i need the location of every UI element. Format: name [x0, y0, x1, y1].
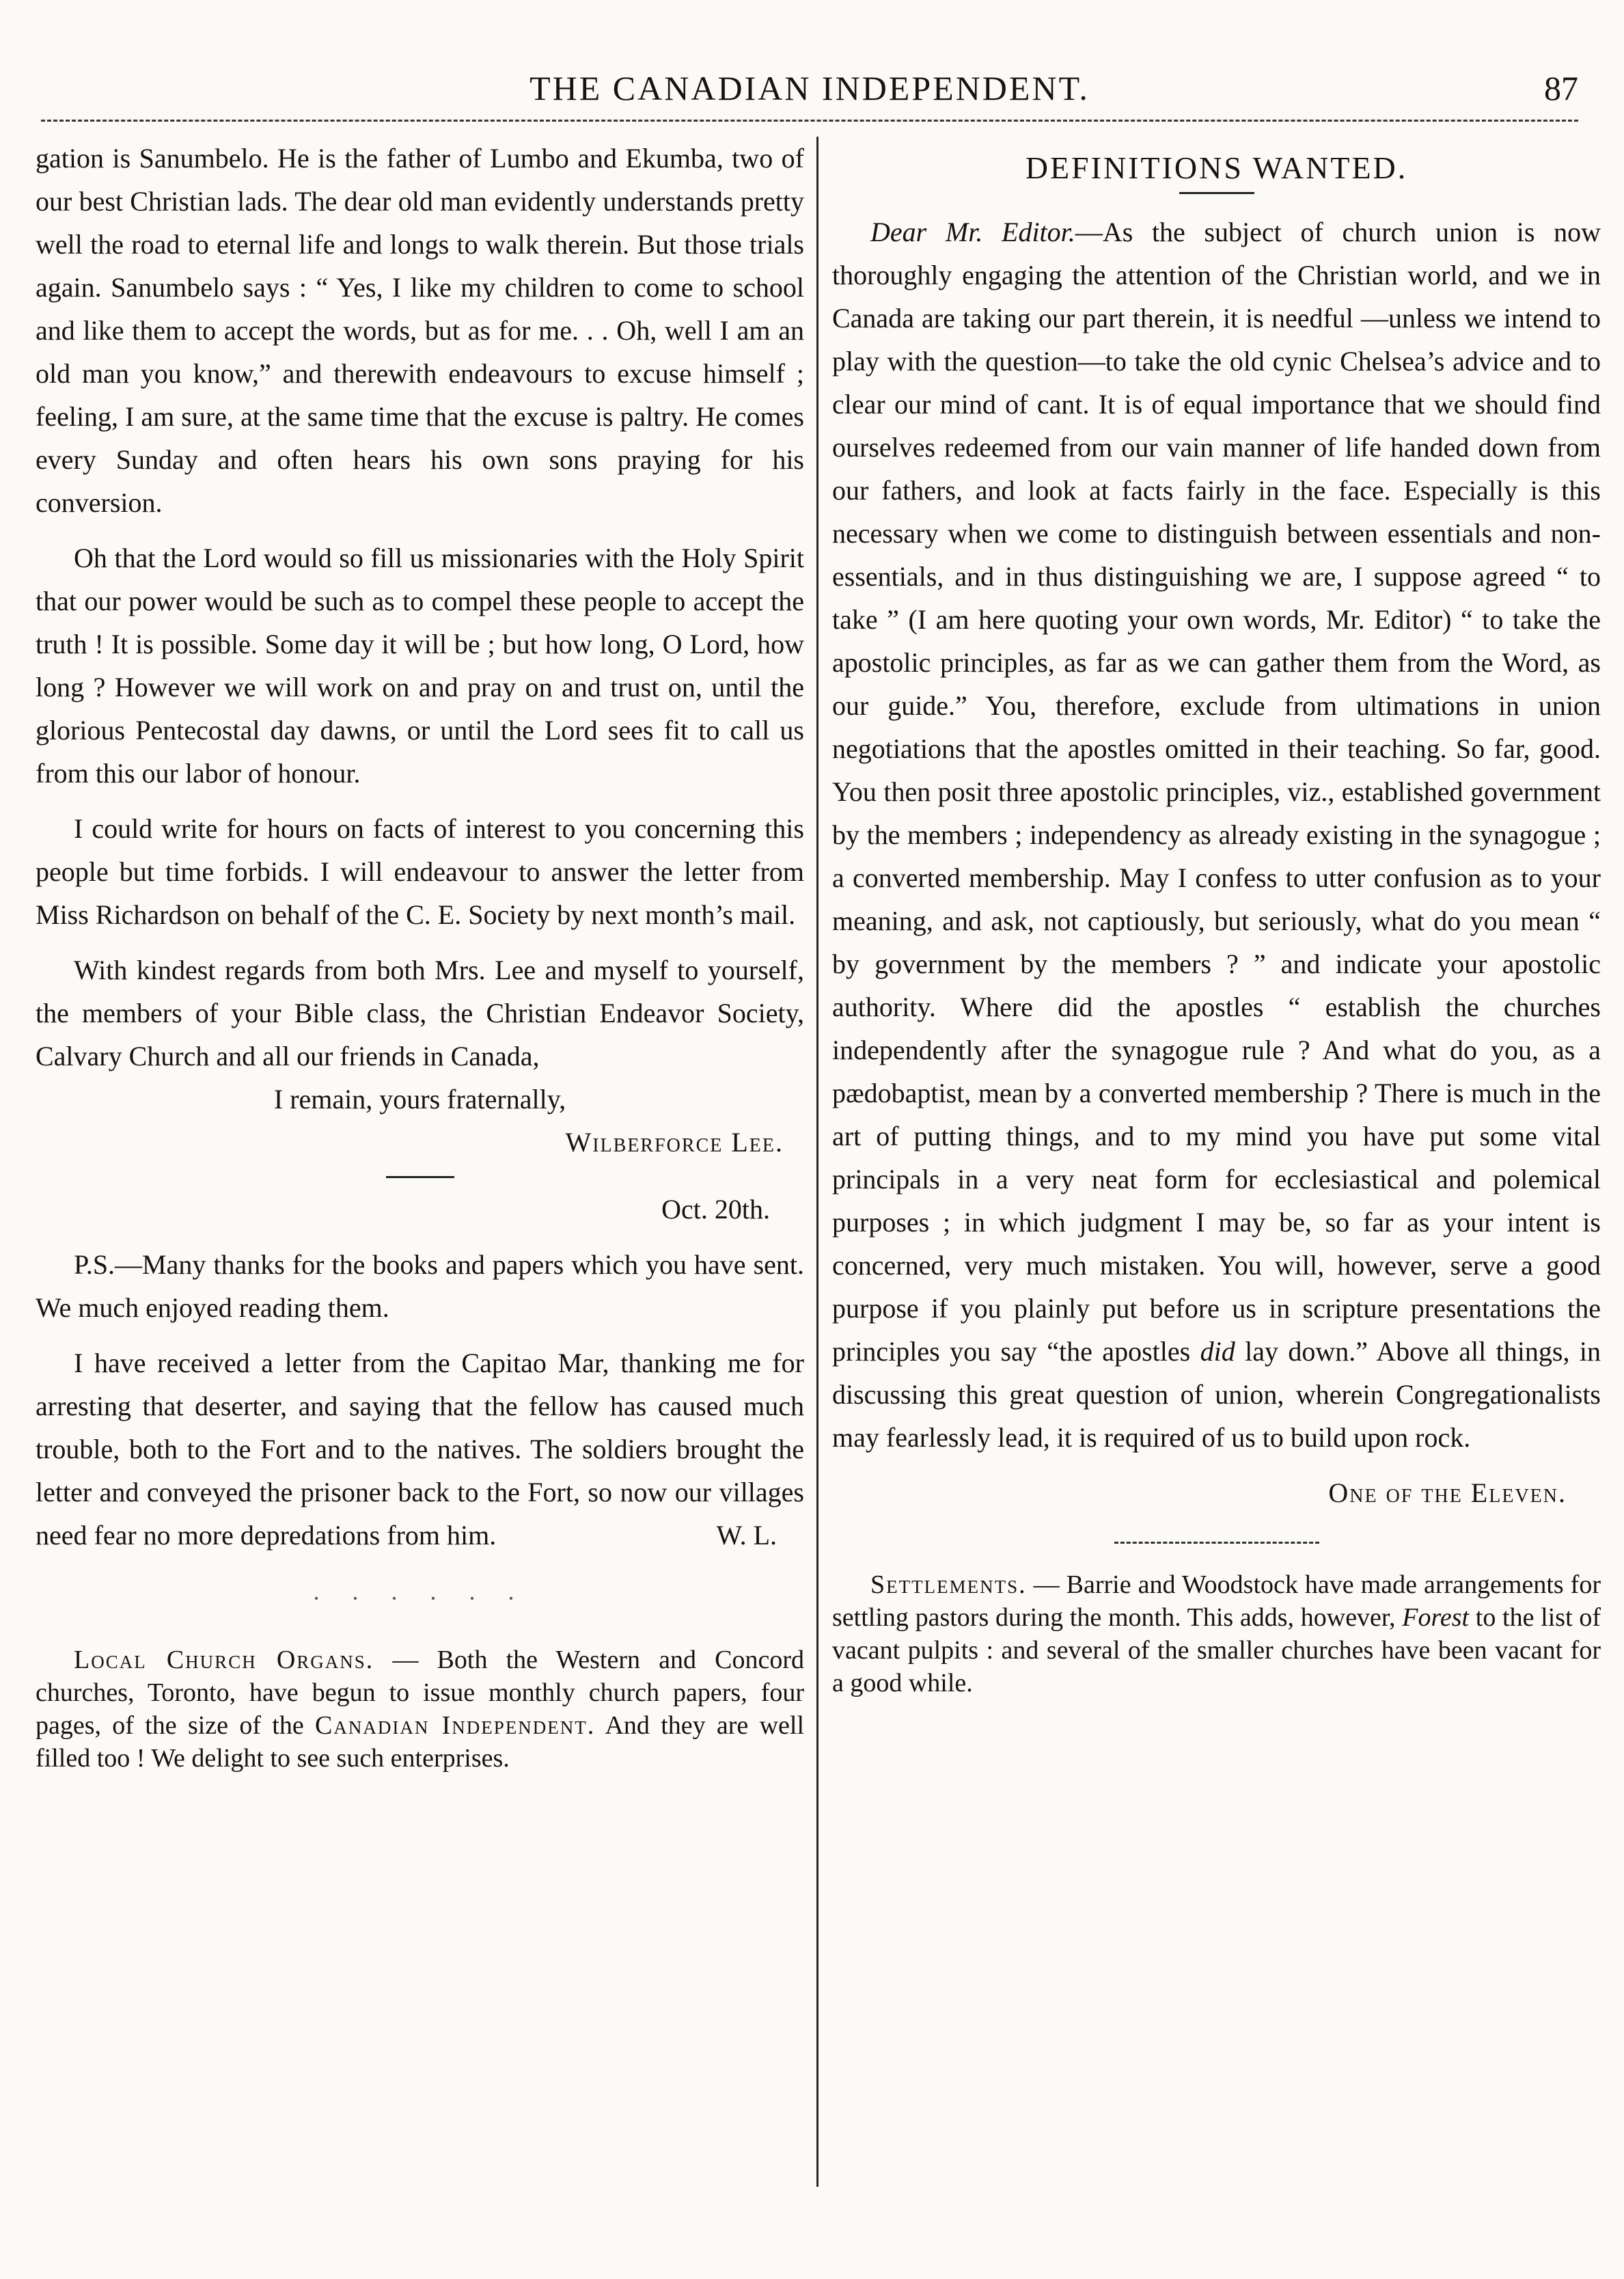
header-rule [41, 120, 1578, 122]
page-number: 87 [1544, 69, 1578, 107]
page-header [41, 68, 1578, 118]
section-rule [1114, 1542, 1319, 1544]
local-church-organs-heading: Local Church Organs. [74, 1646, 374, 1674]
article-body [832, 210, 1601, 1459]
right-column [832, 137, 1601, 1712]
postscript-2-signature: W. L. [716, 1520, 777, 1551]
postscript-2-text: I have received a letter from the Capitao Mar, thanking me for arresting that deserter, and saying that the fellow has caused much trouble, both to the Fort and to the natives. The soldiers brought the letter and conveyed the prisoner back to the Fort, so now our villages need fear no more depredations from him. [36, 1348, 804, 1551]
column-divider [816, 137, 818, 2187]
article-text: —As the subject of church union is now thoroughly engaging the attention of the Christian world, and we in Canada are taking our part therein, it is needful —unless we intend to play with the question—to take the old cynic Chelsea’s advice and to clear our mind of cant. It is of equal importance that we should find ourselves redeemed from our vain manner of life handed down from our fathers, and look at facts fairly in the face. Especially is this necessary when we come to distinguish between essentials and non-essentials, and in thus distinguishing we are, I suppose agreed “ to take ” (I am here quoting your own words, Mr. Editor) “ to take the apostolic principles, as far as we can gather them from the Word, as our guide.” You, therefore, exclude from ultimations in union negotiations that the apostles omitted in their teaching. So far, good. You then posit three apostolic principles, viz., established government by the members ; independency as already existing in the synagogue ; a converted membership. May I confess to utter confusion as to your meaning, and ask, not captiously, but seriously, what do you mean “ by government by the members ? ” and indicate your apostolic authority. Where did the apostles “ establish the churches independently after the synagogue rule ? And what do you, as a pædobaptist, mean by a converted membership ? There is much in the art of putting things, and to my mind you have put some vital principals in a very neat form for ecclesiastical and polemical purposes ; in which judgment I may be, so far as your intent is concerned, very much mistaken. You will, however, serve a good purpose if you plainly put before us in scripture presentations the principles you say “the apostles [832, 217, 1601, 1367]
settlements-text: — Barrie and Woodstock have made arrangements for settling pastors during the month. This adds, however, [832, 1570, 1601, 1632]
article-text-end: lay down.” Above all things, in discussing this great question of union, wherein Congregationalists may fearlessly lead, it is required of us to build upon rock. [832, 1336, 1601, 1453]
section-separator: · · · · · · [312, 1585, 527, 1612]
settlements-item [832, 1568, 1601, 1700]
letter-paragraph-1: gation is Sanumbelo. He is the father of Lumbo and Ekumba, two of our best Christian lads. The dear old man evidently understands pretty well the road to eternal life and longs to walk therein. But those trials again. Sanumbelo says : “ Yes, I like my children to come to school and like them to accept the words, but as for me. . . Oh, well I am an old man you know,” and therewith endeavours to excuse himself ; feeling, I am sure, at the same time that the excuse is paltry. He comes every Sunday and often hears his own sons praying for his conversion. [36, 143, 804, 518]
settlements-heading: Settlements. [870, 1570, 1027, 1599]
letter-paragraph-3: I could write for hours on facts of interest to you concerning this people but time forbids. I will endeavour to answer the letter from Miss Richardson on behalf of the C. E. Society by next month’s mail. [36, 813, 804, 930]
letter-paragraph-2: Oh that the Lord would so fill us missionaries with the Holy Spirit that our power would be such as to compel these people to accept the truth ! It is possible. Some day it will be ; but how long, O Lord, how long ? However we will work on and pray on and trust on, until the glorious Pentecostal day dawns, or until the Lord sees fit to call us from this our labor of honour. [36, 543, 804, 789]
signature-rule [386, 1176, 454, 1178]
left-column [36, 137, 804, 1787]
letter-paragraph-4: With kindest regards from both Mrs. Lee and myself to yourself, the members of your Bible class, the Christian Endeavor Society, Calvary Church and all our friends in Canada, [36, 955, 804, 1072]
letter-closing: I remain, yours fraternally, [273, 1084, 566, 1115]
local-church-organs-item [36, 1643, 804, 1775]
article-salutation: Dear Mr. Editor. [870, 217, 1075, 247]
local-church-organs-text: — Both the Western and Concord churches, Toronto, have begun to issue monthly church papers, four pages, of the size of the [36, 1646, 804, 1740]
article-emphasis: did [1200, 1336, 1235, 1367]
letter-date: Oct. 20th. [661, 1194, 770, 1225]
article-signature: One of the Eleven. [1328, 1477, 1567, 1508]
letter-signature: Wilberforce Lee. [565, 1127, 784, 1158]
local-church-organs-end: And they are well filled too ! We delight to see such enterprises. [36, 1711, 804, 1773]
postscript-1: P.S.—Many thanks for the books and papers which you have sent. We much enjoyed reading them. [36, 1249, 804, 1323]
settlements-forest: Forest [1402, 1603, 1470, 1632]
postscript-2 [36, 1341, 804, 1557]
publication-name: Canadian Independent. [315, 1711, 596, 1740]
settlements-end: to the list of vacant pulpits : and several of the smaller churches have been vacant for a good while. [832, 1603, 1601, 1697]
publication-title: THE CANADIAN INDEPENDENT. [529, 69, 1090, 107]
heading-rule [1179, 192, 1254, 194]
article-heading: DEFINITIONS WANTED. [1025, 150, 1408, 185]
